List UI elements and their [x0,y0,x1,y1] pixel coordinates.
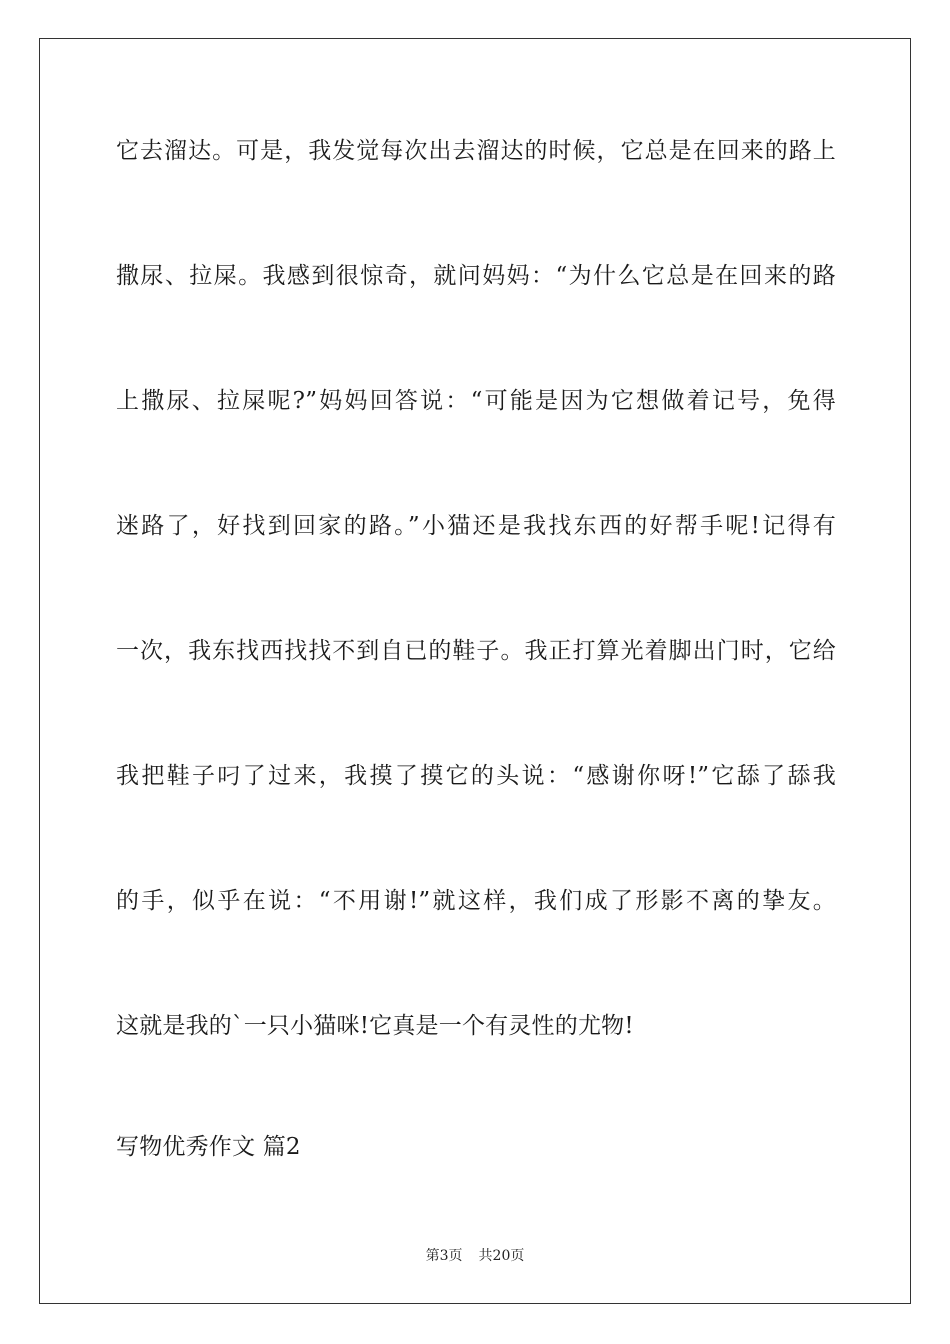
paragraph-line-6: 我把鞋子叼了过来，我摸了摸它的头说：“感谢你呀!”它舔了舔我 [116,763,836,789]
paragraph-line-4: 迷路了，好找到回家的路。”小猫还是我找东西的好帮手呢!记得有 [116,513,836,539]
paragraph-line-1: 它去溜达。可是，我发觉每次出去溜达的时候，它总是在回来的路上 [116,138,836,164]
paragraph-line-7: 的手，似乎在说：“不用谢!”就这样，我们成了形影不离的挚友。 [116,888,836,914]
page-total: 共20页 [478,1248,525,1264]
paragraph-line-3: 上撒尿、拉屎呢?”妈妈回答说：“可能是因为它想做着记号，免得 [116,388,836,414]
paragraph-line-5: 一次，我东找西找找不到自已的鞋子。我正打算光着脚出门时，它给 [116,638,836,664]
section-heading: 写物优秀作文 篇2 [116,1134,301,1160]
page-border [39,38,911,1304]
paragraph-line-2: 撒尿、拉屎。我感到很惊奇，就问妈妈：“为什么它总是在回来的路 [116,263,836,289]
paragraph-line-8: 这就是我的`一只小猫咪!它真是一个有灵性的尤物! [116,1013,634,1039]
page-footer [0,1247,950,1265]
page-number: 第3页 [425,1248,463,1264]
